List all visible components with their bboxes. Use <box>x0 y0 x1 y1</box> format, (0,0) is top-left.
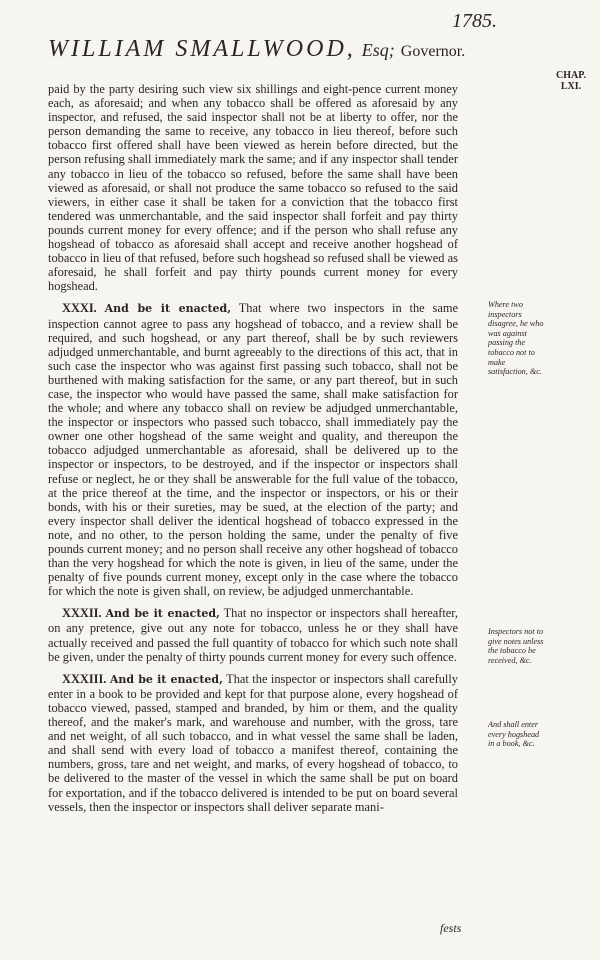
section-text: That the inspector or inspectors shall carefully enter in a book to be provided and kept for that purpose alone, every hogshead of tobacco viewed, passed, stamped and branded, by him or them, and the quality thereof, and the maker's mark, and warehouse and number, with the gross, tare and net weight, of all such tobacco, and in what vessel the same shall be laden, and shall send with every load of tobacco a manifest thereof, containing the numbers, gross, tare and net weight, and marks, of every hogshead of tobacco, to be delivered to the master of the vessel in which the same shall be put on board for exportation, and if the tobacco delivered is intended to be put on board several vessels, then the inspector or inspectors shall deliver separate mani- <box>48 671 459 814</box>
governor-title: Governor. <box>400 43 466 60</box>
chapter-label <box>548 70 594 92</box>
catchword: fests <box>440 921 462 935</box>
chapter-word: CHAP. <box>556 70 586 81</box>
governor-name: WILLIAM SMALLWOOD, <box>48 36 356 62</box>
continuation-paragraph: paid by the party desiring such view six shillings and eight-pence current money each, as aforesaid; and when any tobacco shall be offered as aforesaid by any inspector, and refused, the said inspector shall not be at liberty to offer, nor the person demanding the same to receive, any tobacco in lieu thereof, before such tobacco first offered shall have been viewed as herein before directed, but the person refusing shall immediately mark the same; and if any inspector shall tender any tobacco in lieu of the tobacco so refused, before the same shall have been viewed as aforesaid, or shall not produce the same tobacco so refused to the said viewers, in either case it shall be taken for a conviction that the tobacco first tendered was unmerchantable, and the said inspector shall forfeit and pay thirty pounds current money for every offence; and if the person who shall refuse any hogshead of tobacco as aforesaid shall accept and receive another hogshead of tobacco in lieu of that refused, before such hogshead so refused shall be viewed as aforesaid, he shall forfeit and pay thirty pounds current money for every hogshead. <box>48 82 458 294</box>
chapter-number: LXI. <box>560 81 582 92</box>
esquire-title: Esq; <box>361 40 395 60</box>
running-header <box>48 36 548 63</box>
section-33 <box>48 672 458 814</box>
section-text: That where two inspectors in the same inspection cannot agree to pass any hogshead of tobacco, and a review shall be required, and such hogshead, or any part thereof, shall be by such reviewers adjudged unmerchantable, and burnt agreeably to the directions of this act, that in such case the inspector who was against first passing such tobacco, shall not be burthened with making satisfaction for the same, or any part thereof, but in such case, the inspector who would have passed the same, shall make satisfaction for the whole; and where any tobacco shall on review be adjudged unmerchantable, the inspector or inspectors who passed such tobacco, shall immediately pay the owner one other hogshead of the same weight and quality, and thereupon the tobacco adjudged unmerchantable as aforesaid, shall be delivered up to the inspector or inspectors, to be destroyed, and if the inspector or inspectors shall refuse or neglect, he or they shall be answerable for the full value of the tobacco, at the price thereof at the time, and the inspector or inspectors, or his or their bonds, with his or their sureties, may be sued, at the election of the party; and every inspector shall deliver the identical hogshead of tobacco expressed in the note, and no other, to the person holding the same, under the penalty of five pounds current money; and no person shall receive any other hogshead of tobacco than the very hogshead for which the note is given, in lieu of the same, under the penalty of five pounds current money, except only in the case where the tobacco for which the note is given shall, on review, be adjudged unmerchantable. <box>48 301 458 599</box>
section-number: XXXIII. <box>62 671 107 686</box>
margin-note-entry: And shall enter every hogshead in a book, &c. <box>488 720 540 749</box>
section-number: XXXII. <box>62 606 102 621</box>
enacting-clause: And be it enacted, <box>109 672 223 686</box>
section-number: XXXI. <box>62 301 97 316</box>
margin-note-notes: Inspectors not to give notes unless the tobacco be received, &c. <box>488 627 544 665</box>
section-32 <box>48 606 458 663</box>
header-year: 1785. <box>452 10 497 32</box>
section-text: That no inspector or inspectors shall hereafter, on any pretence, give out any note for tobacco, unless he or they shall have actually received and passed the full quantity of tobacco for which such note shall be given, under the penalty of thirty pounds current money for every such offence. <box>48 606 459 664</box>
margin-note-disagreement: Where two inspectors disagree, he who was against passing the tobacco not to make satisfaction, &c. <box>488 300 544 377</box>
section-31 <box>48 301 458 598</box>
enacting-clause: And be it enacted, <box>104 302 232 316</box>
main-text <box>48 82 458 814</box>
enacting-clause: And be it enacted, <box>105 607 220 621</box>
